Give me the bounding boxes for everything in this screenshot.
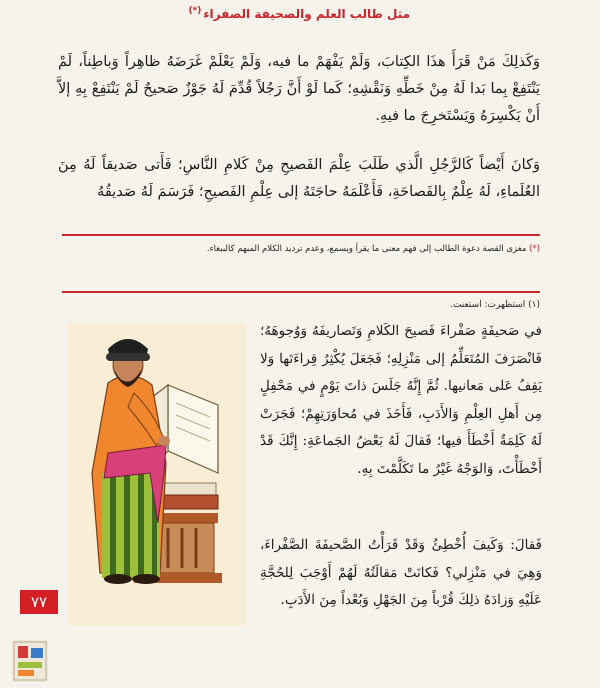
note-marker: (١)	[528, 300, 540, 310]
page-number: ٧٧	[20, 590, 58, 614]
footnote	[62, 244, 540, 254]
title-footnote-mark: (*)	[188, 6, 202, 16]
page-title	[188, 6, 410, 21]
section-divider	[62, 291, 540, 293]
intro-paragraph-1: وَكَذلِكَ مَنْ قَرَأَ هذَا الكِتابَ، وَلَمْ يَفْهَمْ ما فيه، وَلَمْ يَعْلَمْ غَرَضَهُ ظاهِراً وَباطِناً، لَمْ يَنْتَفِعْ بِما بَدا لَهُ مِنْ خَطِّهِ وَنَقْشِهِ؛ كَما لَوْ أَنَّ رَجُلاً قُدِّمَ لَهُ جَوْزٌ صَحيحٌ لَمْ يَنْتَفِعْ بِهِ إلاَّ أَنْ يَكْسِرَهُ وَيَسْتَخرِجَ ما فيهِ.	[58, 54, 540, 124]
story-paragraph-1: في صَحيفَةٍ صَفْراءَ فَصيحَ الكَلامِ وَتَصاريفَهُ وَوُجوهَهُ؛ فَانْصَرَفَ المُتَعَلِّمُ إلى مَنْزِلِهِ؛ فَجَعَلَ يُكْثِرُ قِراءَتَها وَلا يَقِفُ عَلى مَعانيها. ثُمَّ إِنَّهُ جَلَسَ ذاتَ يَوْمٍ في مَحْفِلٍ مِن أَهلِ العِلْمِ وَالأَدَبِ، فَأَخَذَ في مُحاوَرَتِهِمْ؛ فَجَرَتْ لَهُ كَلِمَةٌ أَخْطَأَ فيها؛ فَقالَ لَهُ بَعْضُ الجَماعَةِ: إِنَّكَ قَدْ أَخْطَأْتَ، وَالوَجْهُ غَيْرُ ما تَكَلَّمْتَ بِهِ.	[260, 323, 542, 477]
footnote-divider	[62, 234, 540, 236]
footnote-marker: (*)	[529, 244, 540, 254]
vocabulary-note	[62, 300, 540, 310]
footnote-text: مغزى القصة دعوة الطالب إلى فهم معنى ما يقرأ ويسمع، وعدم ترديد الكلام المبهم كالببغاء.	[206, 244, 527, 254]
book-thumbnail-icon	[12, 640, 48, 682]
note-text: استظهرت: استعنت.	[450, 300, 526, 310]
story-paragraph-2: فَقالَ: وَكَيفَ أُخْطِئُ وَقَدْ قَرَأْتُ الصَّحيفَةَ الصَّفْراءَ، وَهِيَ في مَنْزِلي؟ فَكانَتْ مَقالَتُهُ لَهُمْ أَوْجَبَ لِلحُجَّةِ عَلَيْهِ وَزادَهُ ذلِكَ قُرْباً مِنَ الجَهْلِ وَبُعْداً مِنَ الأَدَبِ.	[260, 537, 542, 608]
scholar-reading-book-icon	[68, 323, 246, 626]
intro-paragraph-2: وَكانَ أَيْضاً كَالرَّجُلِ الَّذي طَلَبَ عِلْمَ الفَصيحِ مِنْ كَلامِ النَّاسِ؛ فَأَتى صَديقاً لَهُ مِنَ العُلَماءِ، لَهُ عِلْمٌ بِالفَصاحَةِ، فَأَعْلَمَهُ حاجَتَهُ إلى عِلْمِ الفَصيحِ؛ فَرَسَمَ لَهُ صَديقُهُ	[58, 157, 540, 200]
title-text: مثل طالب العلم والصحيفة الصفراء	[203, 7, 410, 21]
